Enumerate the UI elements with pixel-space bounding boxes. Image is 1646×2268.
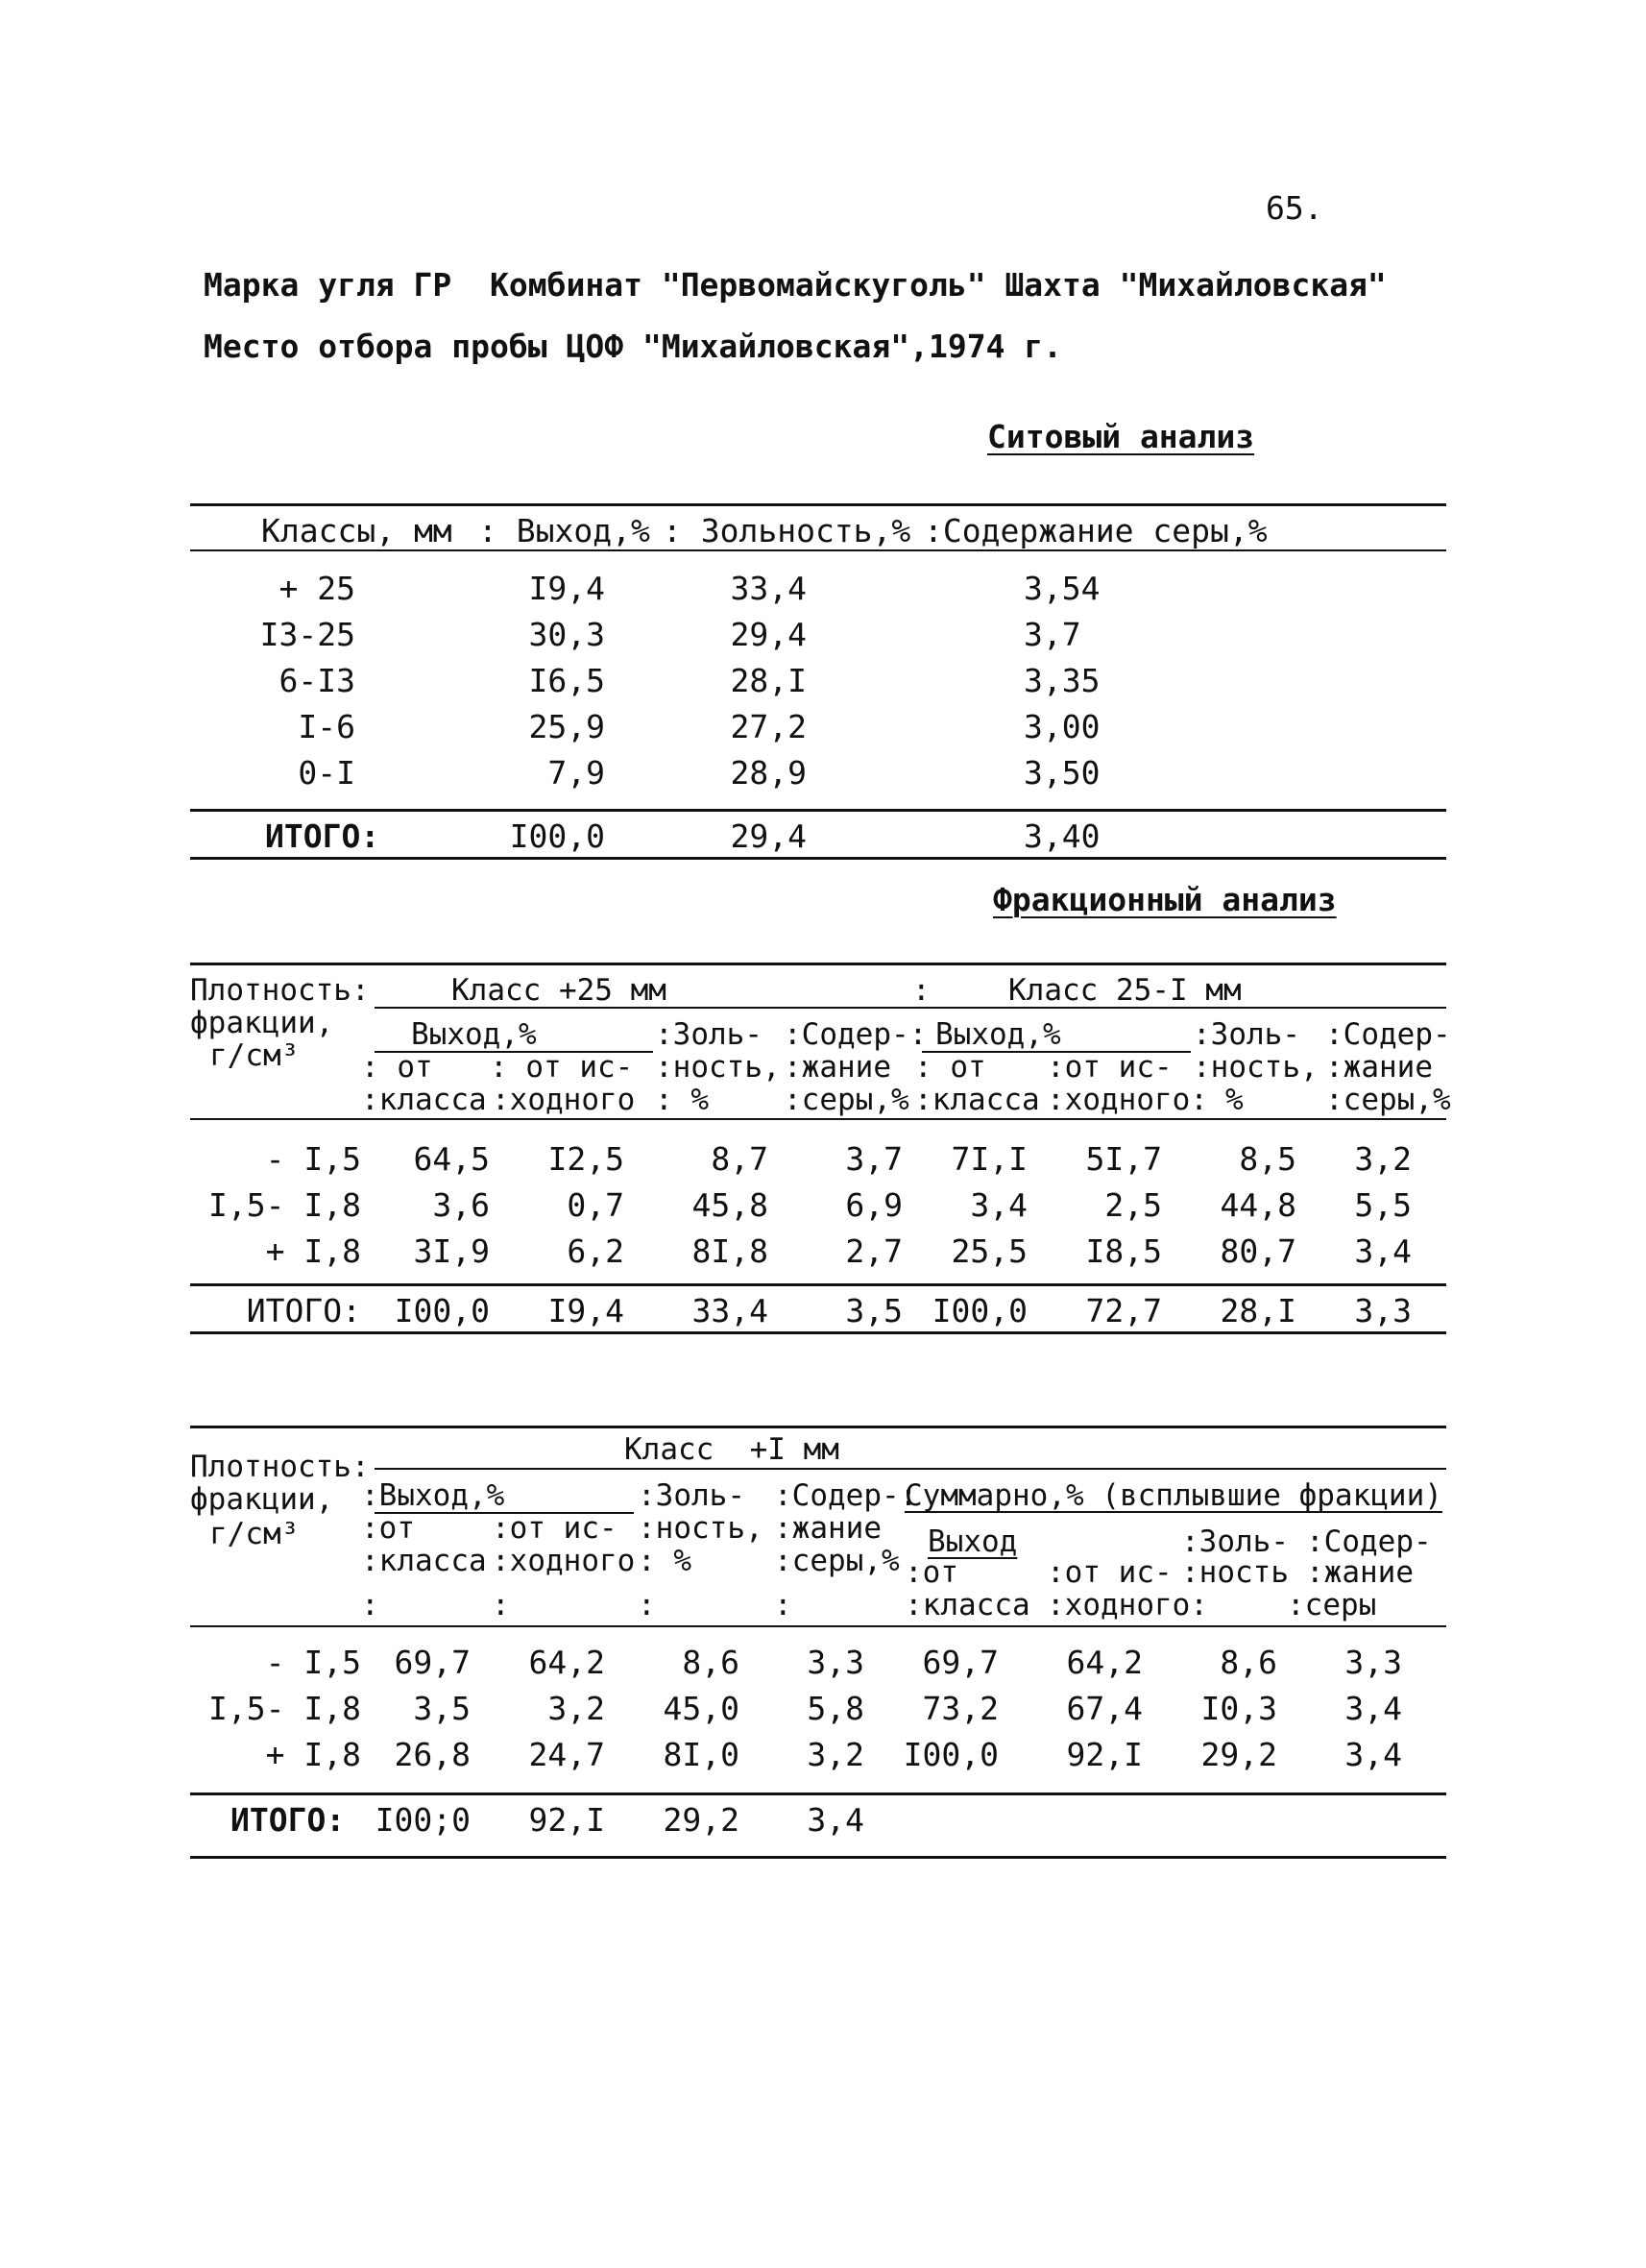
fine-cell: I,5- I,8 [208, 1690, 361, 1727]
fine-h-cum-yield: Выход [928, 1524, 1018, 1559]
fraction-title: Фракционный анализ [993, 881, 1337, 918]
fraction-cell: + I,8 [265, 1232, 361, 1270]
fine-top-rule [190, 1426, 1446, 1428]
fraction-cell: 3,4 [1354, 1232, 1412, 1270]
fraction-h-density-2: фракции, [190, 1006, 334, 1040]
sieve-total-rule [190, 809, 1446, 812]
fraction-total-cell: I00,0 [394, 1292, 490, 1329]
fraction-h-class-b: Класс 25-I мм [1008, 973, 1242, 1008]
fraction-cell: 8I,8 [691, 1232, 768, 1270]
fraction-h3-7: :серы,% [1325, 1083, 1451, 1117]
fraction-cell: 3,6 [432, 1186, 490, 1224]
fine-h-class: Класс +I мм [624, 1432, 839, 1467]
header-line-1: Марка угля ГР Комбинат "Первомайскуголь" Шахта "Михайловская" [204, 266, 1387, 304]
fraction-h-ash-a: :Золь- [655, 1017, 762, 1052]
fraction-h2-2: :ность, [655, 1050, 781, 1085]
sieve-header-ash: : Зольность,% [663, 512, 911, 549]
sieve-cell: 3,35 [1024, 662, 1101, 699]
fraction-cell: 6,2 [567, 1232, 624, 1270]
sieve-cell: 33,4 [730, 570, 807, 607]
fine-class-rule [375, 1468, 1446, 1470]
fine-cell: 8,6 [1220, 1644, 1277, 1681]
fraction-h3-5: :ходного: [1047, 1083, 1208, 1117]
fraction-h2-6: :ность, [1193, 1050, 1319, 1085]
fine-cell: 69,7 [922, 1644, 999, 1681]
fraction-h-sulfur-b: :Содер- [1325, 1017, 1451, 1052]
fine-cell: 5,8 [807, 1690, 864, 1727]
fraction-cell: I2,5 [547, 1140, 624, 1178]
fine-h3-1: :ходного [492, 1544, 636, 1578]
fraction-h-class-a: Класс +25 мм [451, 973, 666, 1008]
sieve-cell: 28,9 [730, 754, 807, 792]
fine-cell: + I,8 [265, 1736, 361, 1773]
fraction-header-rule [190, 1118, 1446, 1120]
fine-h2-4: :от [905, 1555, 958, 1590]
fine-h-cum: Суммарно,% (всплывшие фракции) [905, 1478, 1442, 1513]
fine-h2-1: :от ис- [492, 1511, 617, 1546]
fine-colon-mark: : [361, 1588, 379, 1622]
fine-h3-3: :серы,% [774, 1544, 900, 1578]
fraction-h3-0: :класса [361, 1083, 487, 1117]
fraction-cell: 8,7 [711, 1140, 768, 1178]
fraction-cell: 2,7 [845, 1232, 903, 1270]
fraction-h2-5: :от ис- [1047, 1050, 1173, 1085]
sieve-cell: 3,7 [1024, 616, 1081, 653]
fraction-h3-3: :серы,% [784, 1083, 909, 1117]
fraction-h-sulfur-a: :Содер-: [784, 1017, 928, 1052]
fraction-cell: 80,7 [1220, 1232, 1296, 1270]
fraction-cell: 2,5 [1104, 1186, 1162, 1224]
sieve-cell: 28,I [730, 662, 807, 699]
fine-h3-5: :ходного: [1047, 1588, 1208, 1622]
fraction-cell: 3,7 [845, 1140, 903, 1178]
fine-h-density-1: Плотность: [190, 1450, 370, 1484]
fine-cell: - I,5 [265, 1644, 361, 1681]
fraction-cell: 64,5 [413, 1140, 490, 1178]
fraction-cell: - I,5 [265, 1140, 361, 1178]
fraction-h3-6: % [1225, 1083, 1244, 1117]
page-number: 65. [1266, 189, 1323, 227]
sieve-cell: I-6 [298, 708, 355, 745]
fraction-cell: 3I,9 [413, 1232, 490, 1270]
sieve-cell: + 25 [278, 570, 355, 607]
fraction-cell: 8,5 [1239, 1140, 1296, 1178]
fine-h-density-2: фракции, [190, 1482, 334, 1517]
fraction-total-cell: 33,4 [691, 1292, 768, 1329]
fraction-h-ash-b: :Золь- [1193, 1017, 1300, 1052]
fine-cell: 73,2 [922, 1690, 999, 1727]
fine-cell: 64,2 [528, 1644, 605, 1681]
fraction-class-rule [375, 1007, 1446, 1009]
fraction-h3-1: :ходного [492, 1083, 636, 1117]
sieve-top-rule [190, 503, 1446, 506]
fraction-cell: 0,7 [567, 1186, 624, 1224]
fraction-total-cell: I9,4 [547, 1292, 624, 1329]
fraction-cell: I8,5 [1085, 1232, 1162, 1270]
fraction-cell: 5,5 [1354, 1186, 1412, 1224]
fine-h2-6: :ность [1181, 1555, 1289, 1590]
fine-cell: 3,5 [413, 1690, 471, 1727]
fine-total-cell: I00;0 [375, 1801, 471, 1839]
sieve-total-ash: 29,4 [730, 817, 807, 855]
fraction-total-cell: I00,0 [932, 1292, 1028, 1329]
sieve-cell: 30,3 [528, 616, 605, 653]
fine-h-density-3: г/см³ [209, 1517, 300, 1551]
fraction-total-cell: 3,3 [1354, 1292, 1412, 1329]
fine-h2-2: :ность, [638, 1511, 763, 1546]
fraction-h-colon: : [912, 973, 931, 1008]
fine-cell: 3,2 [547, 1690, 605, 1727]
fraction-h-density-3: г/см³ [209, 1038, 300, 1073]
fine-colon-mark: : [638, 1588, 656, 1622]
fine-h3-2: : % [638, 1544, 691, 1578]
fine-cell: 92,I [1066, 1736, 1143, 1773]
fine-h-sulfur: :Содер-: [774, 1478, 918, 1513]
fraction-h-density-1: Плотность: [190, 973, 370, 1008]
fine-cell: 26,8 [394, 1736, 471, 1773]
sieve-cell: 3,00 [1024, 708, 1101, 745]
fine-cell: 3,3 [807, 1644, 864, 1681]
fine-h3-0: :класса [361, 1544, 487, 1578]
fraction-h3-4: :класса [914, 1083, 1040, 1117]
sieve-title: Ситовый анализ [987, 418, 1255, 455]
fraction-bottom-rule [190, 1331, 1446, 1334]
fine-h-cum-ash: :Золь- [1181, 1524, 1289, 1559]
sieve-cell: 3,54 [1024, 570, 1101, 607]
sieve-cell: 0-I [298, 754, 355, 792]
fine-bottom-rule [190, 1856, 1446, 1859]
fine-cell: 8I,0 [663, 1736, 739, 1773]
fraction-cell: 25,5 [951, 1232, 1028, 1270]
fraction-total-cell: 3,5 [845, 1292, 903, 1329]
fine-cell: 3,2 [807, 1736, 864, 1773]
sieve-cell: 29,4 [730, 616, 807, 653]
fine-colon-mark: : [492, 1588, 510, 1622]
fine-cell: 8,6 [682, 1644, 739, 1681]
fraction-cell: 5I,7 [1085, 1140, 1162, 1178]
fraction-h2-3: :жание [784, 1050, 891, 1085]
sieve-header-rule [190, 549, 1446, 551]
fine-cell: 69,7 [394, 1644, 471, 1681]
sieve-cell: I9,4 [528, 570, 605, 607]
fine-cell: 3,3 [1344, 1644, 1402, 1681]
fine-h-yield: :Выход,% [361, 1478, 505, 1513]
fraction-h-yield-a: Выход,% [411, 1017, 537, 1052]
fine-header-rule [190, 1625, 1446, 1627]
fraction-cell: 44,8 [1220, 1186, 1296, 1224]
sieve-total-sulfur: 3,40 [1024, 817, 1101, 855]
fine-h2-7: :жание [1306, 1555, 1414, 1590]
fine-cell: 3,4 [1344, 1736, 1402, 1773]
fine-cell: 45,0 [663, 1690, 739, 1727]
fraction-total-rule [190, 1283, 1446, 1286]
fine-h2-3: :жание [774, 1511, 882, 1546]
fine-h3-4: :класса [905, 1588, 1030, 1622]
fine-h-ash: :Золь- [638, 1478, 745, 1513]
sieve-cell: I3-25 [259, 616, 355, 653]
sieve-cell: I6,5 [528, 662, 605, 699]
fraction-h2-0: : от [361, 1050, 433, 1085]
fraction-top-rule [190, 963, 1446, 965]
fine-total-cell: 29,2 [663, 1801, 739, 1839]
fraction-cell: 7I,I [951, 1140, 1028, 1178]
fine-total-cell: 92,I [528, 1801, 605, 1839]
fraction-h3-2: : % [655, 1083, 709, 1117]
sieve-cell: 25,9 [528, 708, 605, 745]
fraction-h2-7: :жание [1325, 1050, 1433, 1085]
fraction-cell: 45,8 [691, 1186, 768, 1224]
fine-colon-mark: : [774, 1588, 792, 1622]
fraction-cell: I,5- I,8 [208, 1186, 361, 1224]
fraction-h-yield-b: Выход,% [935, 1017, 1061, 1052]
fraction-h2-1: : от ис- [490, 1050, 634, 1085]
fraction-cell: 6,9 [845, 1186, 903, 1224]
fine-cell: I0,3 [1200, 1690, 1277, 1727]
fine-cell: 29,2 [1200, 1736, 1277, 1773]
fine-h-cum-sulfur: :Содер- [1306, 1524, 1432, 1559]
sieve-total-label: ИТОГО: [265, 817, 380, 855]
sieve-cell: 3,50 [1024, 754, 1101, 792]
fine-h2-0: :от [361, 1511, 415, 1546]
fraction-total-cell: 72,7 [1085, 1292, 1162, 1329]
sieve-cell: 6-I3 [278, 662, 355, 699]
header-line-2: Место отбора пробы ЦОФ "Михайловская",1974 г. [204, 328, 1063, 365]
fine-cell: 24,7 [528, 1736, 605, 1773]
sieve-header-sulfur: :Содержание серы,% [924, 512, 1268, 549]
fine-cell: 64,2 [1066, 1644, 1143, 1681]
fraction-total-cell: 28,I [1220, 1292, 1296, 1329]
sieve-bottom-rule [190, 857, 1446, 860]
fraction-total-label: ИТОГО: [246, 1292, 361, 1329]
fine-cell: 67,4 [1066, 1690, 1143, 1727]
fine-total-label: ИТОГО: [230, 1801, 346, 1839]
sieve-header-yield: : Выход,% [478, 512, 650, 549]
fine-cell: I00,0 [903, 1736, 999, 1773]
fine-cell: 3,4 [1344, 1690, 1402, 1727]
sieve-cell: 27,2 [730, 708, 807, 745]
fine-total-cell: 3,4 [807, 1801, 864, 1839]
sieve-total-yield: I00,0 [509, 817, 605, 855]
fine-total-rule [190, 1792, 1446, 1795]
fraction-h2-4: : от [914, 1050, 986, 1085]
sieve-header-class: Классы, мм [261, 512, 452, 549]
fraction-cell: 3,4 [970, 1186, 1028, 1224]
fine-h3-7: :серы [1287, 1588, 1377, 1622]
fraction-cell: 3,2 [1354, 1140, 1412, 1178]
fine-h2-5: :от ис- [1047, 1555, 1173, 1590]
sieve-cell: 7,9 [547, 754, 605, 792]
